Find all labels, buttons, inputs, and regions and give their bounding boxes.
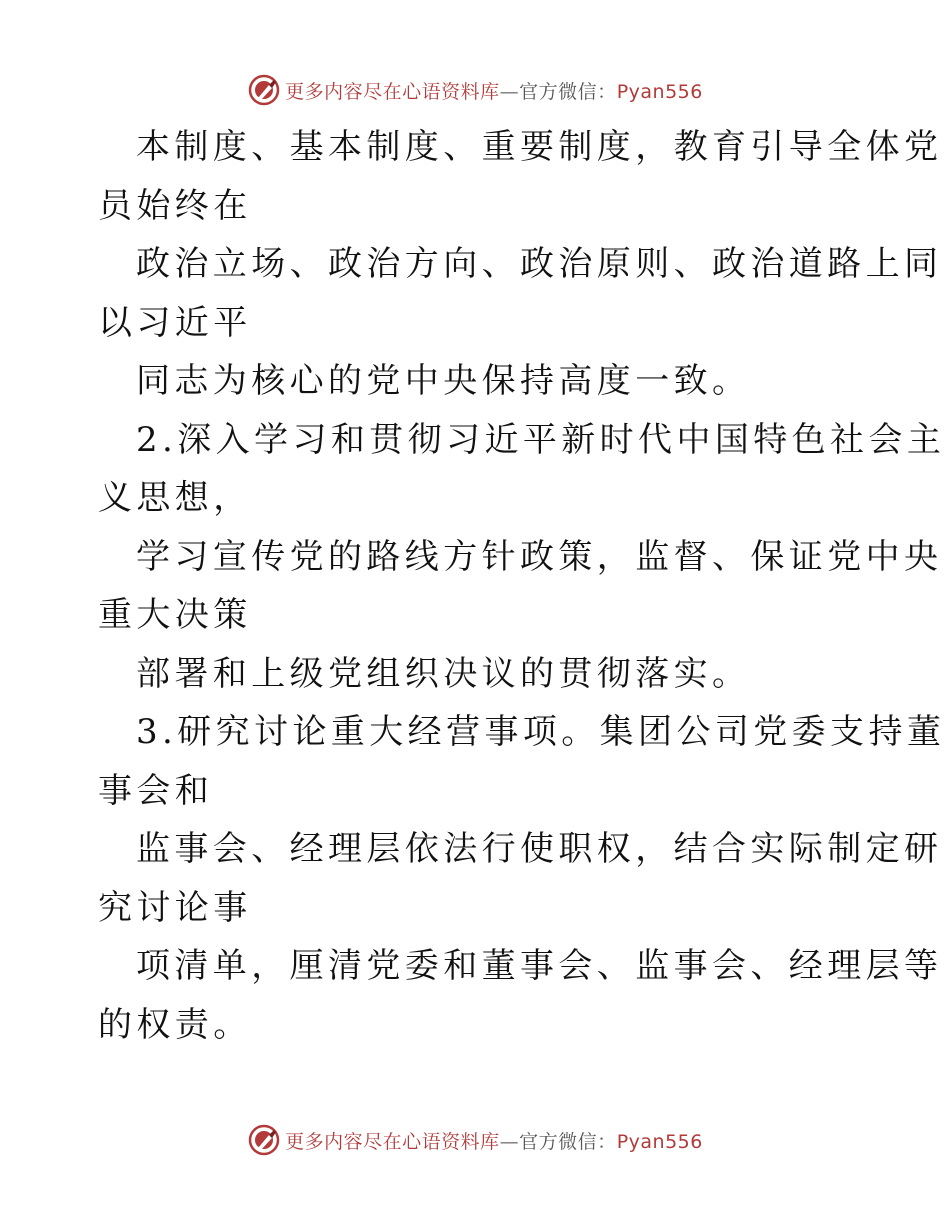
text-line: 员始终在	[98, 185, 252, 226]
text-line: 监事会、经理层依法行使职权，结合实际制定研	[136, 829, 943, 869]
watermark-label: 官方微信：	[519, 1130, 617, 1153]
text-line: 政治立场、政治方向、政治原则、政治道路上同	[136, 244, 943, 284]
watermark-label: 官方微信：	[519, 80, 617, 103]
text-line: 义思想，	[98, 478, 252, 518]
watermark-brand: 更多内容尽在心语资料库	[285, 80, 500, 103]
text-line: 部署和上级党组织决议的贯彻落实。	[136, 653, 751, 694]
text-line: 究讨论事	[98, 887, 252, 928]
text-line: 的权责。	[98, 1004, 252, 1045]
document-body	[98, 118, 946, 1054]
header-watermark	[0, 70, 950, 110]
red-pen-nib-logo-icon	[247, 1123, 281, 1157]
red-pen-nib-logo-icon	[247, 73, 281, 107]
watermark-text	[285, 77, 703, 104]
watermark-separator: —	[499, 1130, 520, 1153]
text-line: 2.深入学习和贯彻习近平新时代中国特色社会主	[136, 419, 946, 460]
footer-watermark	[0, 1120, 950, 1160]
text-line: 同志为核心的党中央保持高度一致。	[136, 361, 751, 401]
text-line: 学习宣传党的路线方针政策，监督、保证党中央	[136, 536, 943, 577]
text-line: 事会和	[98, 770, 214, 811]
text-line: 本制度、基本制度、重要制度，教育引导全体党	[136, 127, 943, 167]
watermark-wechat-id: Pyan556	[616, 1130, 703, 1153]
text-line: 3.研究讨论重大经营事项。集团公司党委支持董	[136, 712, 946, 752]
watermark-brand: 更多内容尽在心语资料库	[285, 1130, 500, 1153]
watermark-wechat-id: Pyan556	[616, 80, 703, 103]
watermark-separator: —	[499, 80, 520, 103]
text-line: 以习近平	[98, 302, 252, 343]
text-line: 项清单，厘清党委和董事会、监事会、经理层等	[136, 946, 943, 986]
text-line: 重大决策	[98, 595, 252, 635]
watermark-text	[285, 1127, 703, 1154]
